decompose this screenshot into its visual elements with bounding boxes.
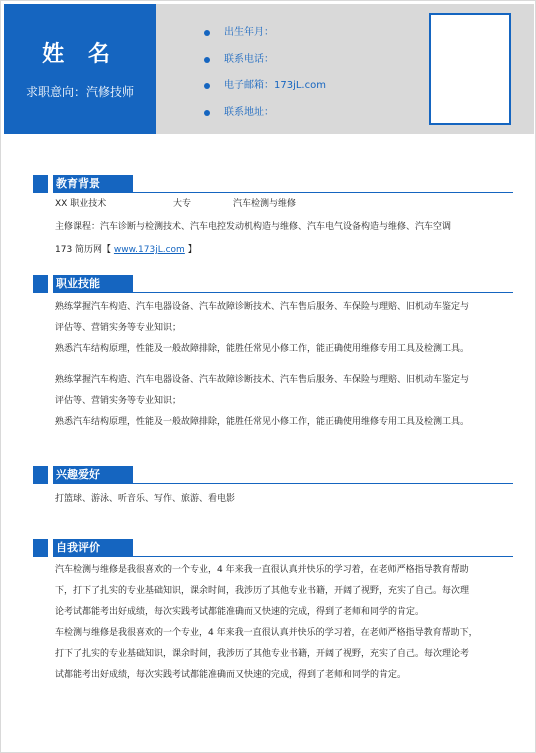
contact-address [200, 106, 326, 133]
school-name: XX 职业技术 [55, 199, 107, 209]
hobbies-section [33, 466, 513, 511]
job-intent: 求职意向：汽修技师 [25, 85, 134, 99]
self-eval-section [33, 539, 513, 686]
bullet-icon [204, 57, 210, 63]
section-divider [53, 556, 513, 557]
resume-header [4, 4, 534, 134]
education-section [33, 175, 513, 262]
contact-birth [200, 26, 326, 53]
section-divider [53, 483, 513, 484]
section-divider [53, 292, 513, 293]
self-eval-line: 汽车检测与维修是我很喜欢的一个专业，4 年来我一直很认真并快乐的学习着，在老师严格指导教育帮助 [55, 565, 469, 575]
self-eval-line: 试都能考出好成绩，每次实践考试都能准确而又快速的完成，得到了老师和同学的肯定。 [55, 670, 407, 680]
photo-placeholder [429, 13, 511, 125]
site-line [33, 239, 513, 262]
skills-line: 评估等、营销实务等专业知识； [55, 396, 182, 406]
self-eval-line: 下，打下了扎实的专业基础知识，课余时间，我涉历了其他专业书籍，开阔了视野，充实了自己。每次理 [55, 586, 470, 596]
skills-section [33, 275, 513, 433]
hobbies-header [33, 466, 513, 484]
contact-phone [200, 53, 326, 80]
self-eval-line: 打下了扎实的专业基础知识，课余时间，我涉历了其他专业书籍，开阔了视野，充实了自己。每次理论考 [55, 649, 470, 659]
section-accent [33, 466, 48, 484]
section-accent [33, 539, 48, 557]
skills-block-1 [33, 297, 513, 360]
education-title: 教育背景 [53, 175, 133, 193]
courses: 主修课程：汽车诊断与检测技术、汽车电控发动机构造与维修、汽车电气设备构造与维修、汽车空调 [55, 222, 452, 232]
bullet-icon [204, 110, 210, 116]
education-row [33, 193, 513, 216]
bullet-icon [204, 30, 210, 36]
site-link[interactable]: www.173jL.com [113, 245, 185, 255]
degree: 大专 [173, 199, 192, 209]
section-accent [33, 175, 48, 193]
self-eval-line: 论考试都能考出好成绩，每次实践考试都能准确而又快速的完成，得到了老师和同学的肯定。 [55, 607, 425, 617]
name-block [4, 4, 156, 134]
bullet-icon [204, 83, 210, 89]
self-eval-title: 自我评价 [53, 539, 133, 557]
contact-email [200, 79, 326, 106]
skills-header [33, 275, 513, 293]
education-header [33, 175, 513, 193]
skills-line: 熟悉汽车结构原理，性能及一般故障排除，能胜任常见小修工作，能正确使用维修专用工具及检测工具。 [55, 344, 470, 354]
self-eval-para-1 [33, 560, 513, 623]
hobbies-title: 兴趣爱好 [53, 466, 133, 484]
contact-birth-label: 出生年月： [224, 27, 274, 38]
site-prefix: 173 简历网【 [55, 245, 112, 255]
self-eval-para-2 [33, 623, 513, 686]
skills-line: 熟练掌握汽车构造、汽车电器设备、汽车故障诊断技术、汽车售后服务、车保险与理赔、旧机动车鉴定与 [55, 302, 470, 312]
skills-line: 评估等、营销实务等专业知识； [55, 323, 182, 333]
contact-email-label: 电子邮箱：173jL.com [224, 80, 326, 91]
skills-block-2 [33, 370, 513, 433]
site-suffix: 】 [187, 245, 197, 255]
major: 汽车检测与维修 [233, 199, 297, 209]
skills-line: 熟练掌握汽车构造、汽车电器设备、汽车故障诊断技术、汽车售后服务、车保险与理赔、旧机动车鉴定与 [55, 375, 470, 385]
skills-title: 职业技能 [53, 275, 133, 293]
self-eval-header [33, 539, 513, 557]
contact-list [200, 26, 326, 132]
skills-line: 熟悉汽车结构原理，性能及一般故障排除，能胜任常见小修工作，能正确使用维修专用工具及检测工具。 [55, 417, 470, 427]
self-eval-line: 车检测与维修是我很喜欢的一个专业，4 年来我一直很认真并快乐的学习着，在老师严格指导教育帮助下， [55, 628, 478, 638]
hobbies-text: 打篮球、游泳、听音乐、写作、旅游、看电影 [55, 494, 236, 504]
contact-address-label: 联系地址： [224, 106, 274, 118]
section-accent [33, 275, 48, 293]
candidate-name: 姓 名 [42, 42, 118, 67]
contact-phone-label: 联系电话： [224, 53, 274, 65]
